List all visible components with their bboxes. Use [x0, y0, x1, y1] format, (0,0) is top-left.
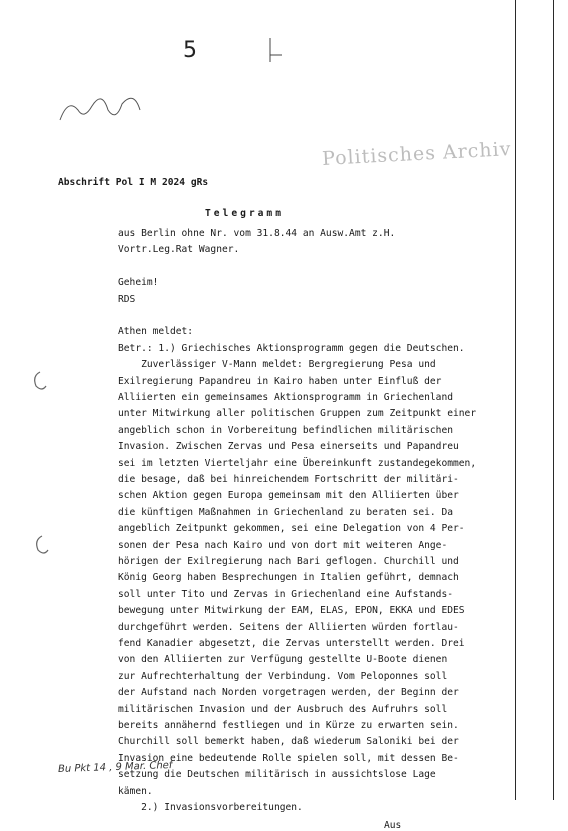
body-line: aus Berlin ohne Nr. vom 31.8.44 an Ausw.Amt z.H. [118, 228, 396, 239]
body-line: der Aufstand nach Norden vorgetragen werden, der Beginn der [118, 687, 459, 699]
body-line: die besage, daß bei hinreichendem Fortschritt der militäri- [118, 474, 459, 485]
body-line: durchgeführt werden. Seitens der Alliierten würden fortlau- [118, 621, 459, 633]
body-line: RDS [118, 293, 136, 305]
body-line: 2.) Invasionsvorbereitungen. [118, 802, 303, 813]
body-line: bewegung unter Mitwirkung der EAM, ELAS, EPON, EKKA und EDES [118, 605, 465, 617]
scribble-mark [60, 98, 140, 120]
body-line: König Georg haben Besprechungen in Italien geführt, demnach [118, 572, 459, 584]
body-line: Invasion. Zwischen Zervas und Pesa einerseits und Papandreu [118, 441, 459, 453]
body-line: kämen. [118, 785, 153, 797]
body-line: schen Aktion gegen Europa gemeinsam mit den Alliierten über [118, 490, 459, 502]
body-line: Invasion eine bedeutende Rolle spielen soll, mit dessen Be- [118, 752, 459, 764]
body-line: angeblich schon in Vorbereitung befindlichen militärischen [118, 424, 454, 436]
body-line: Athen meldet: [118, 326, 194, 338]
body-line: Betr.: 1.) Griechisches Aktionsprogramm gegen die Deutschen. [118, 342, 465, 354]
document-title: Telegramm [205, 208, 284, 219]
body-line: Churchill soll bemerkt haben, daß wiederum Saloniki bei der [118, 736, 459, 748]
folder-number: 5 [183, 38, 197, 63]
handwritten-note: Bu Pkt 14 , 9 Mar. Chef [57, 760, 173, 775]
body-line: Exilregierung Papandreu in Kairo haben unter Einfluß der [118, 375, 442, 387]
body-line: sei im letzten Vierteljahr eine Übereinkunft zustandegekommen, [118, 457, 477, 469]
body-line: Alliierten ein gemeinsames Aktionsprogramm in Griechenland [118, 392, 454, 403]
body-line: militärischen Invasion und der Ausbruch des Aufruhrs soll [118, 703, 448, 715]
archive-stamp: Politisches Archiv [321, 138, 512, 170]
body-line: fend Kanadier abgesetzt, die Zervas unterstellt werden. Drei [118, 638, 465, 649]
body-line: zur Aufrechterhaltung der Verbindung. Vom Peloponnes soll [118, 670, 448, 682]
reference-line: Abschrift Pol I M 2024 gRs [58, 177, 209, 188]
body-line: Zuverlässiger V-Mann meldet: Bergregierung Pesa und [118, 359, 436, 371]
body-line: unter Mitwirkung aller politischen Gruppen zum Zeitpunkt einer [118, 408, 477, 420]
body-line: setzung die Deutschen militärisch in aussichtslose Lage [118, 769, 436, 781]
hole-mark [35, 372, 46, 389]
continuation-word: Aus [384, 820, 402, 831]
hole-mark [37, 536, 48, 553]
body-line: Geheim! [118, 277, 159, 289]
body-line: soll unter Tito und Zervas in Griechenland eine Aufstands- [118, 588, 454, 600]
body-line: Vortr.Leg.Rat Wagner. [118, 244, 240, 256]
body-line: von den Alliierten zur Verfügung gestellte U-Boote dienen [118, 654, 448, 666]
body-line: die künftigen Maßnahmen in Griechenland zu beraten sei. Da [118, 506, 454, 518]
body-line: hörigen der Exilregierung nach Bari geflogen. Churchill und [118, 556, 459, 567]
body-line: sonen der Pesa nach Kairo und von dort mit weiteren Ange- [118, 539, 448, 551]
body-line: angeblich Zeitpunkt gekommen, sei eine Delegation von 4 Per- [118, 523, 465, 535]
body-line: bereits annähernd festliegen und in Kürze zu erwarten sein. [118, 720, 459, 731]
